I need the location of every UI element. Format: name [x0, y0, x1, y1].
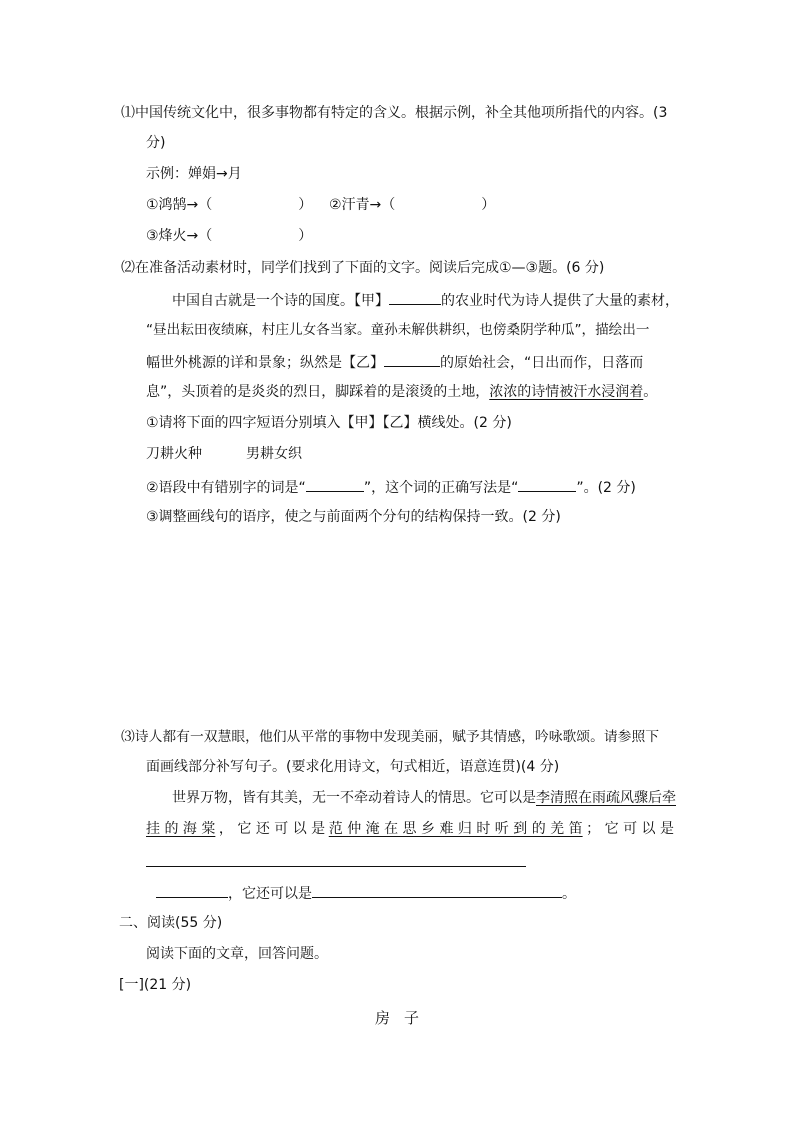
- q3-answer-line-1: [146, 866, 526, 867]
- q2-sub-3: ③调整画线句的语序，使之与前面两个分句的结构保持一致。(2 分): [146, 509, 561, 525]
- q3-stem: ⑶诗人都有一双慧眼，他们从平常的事物中发现美丽，赋予其情感，吟咏歌颂。请参照下: [121, 729, 660, 745]
- article-title: 房子: [375, 1009, 434, 1027]
- part-label: [一](21 分): [119, 977, 192, 993]
- q3-passage-line-2: 挂 的 海 棠 ， 它 还 可 以 是 范 仲 淹 在 思 乡 难 归 时 听 到 的 羌 笛 ； 它 可 以 是: [146, 821, 674, 837]
- q2-underlined-sentence: 浓浓的诗情被汗水浸润着: [489, 384, 644, 400]
- reading-instruction: 阅读下面的文章，回答问题。: [146, 946, 328, 962]
- q3-passage-line-1: 世界万物，皆有其美，无一不牵动着诗人的情思。它可以是李清照在雨疏风骤后牵: [172, 790, 676, 806]
- q3-example-underline-1: 李清照在雨疏风骤后牵: [536, 790, 676, 806]
- q1-item-3: ③烽火→（ ）: [146, 228, 313, 244]
- q2-stem: ⑵在准备活动素材时，同学们找到了下面的文字。阅读后完成①—③题。(6 分): [121, 260, 605, 276]
- q3-example-underline-3: 范 仲 淹 在 思 乡 难 归 时 听 到 的 羌 笛: [328, 821, 583, 837]
- q1-stem-cont: 分): [146, 135, 166, 151]
- q1-stem: ⑴中国传统文化中，很多事物都有特定的含义。根据示例，补全其他项所指代的内容。(3: [121, 105, 668, 121]
- q2-passage-line-4: 息”，头顶着的是炎炎的烈日，脚踩着的是滚烫的土地，浓浓的诗情被汗水浸润着。: [146, 384, 658, 400]
- section-heading: 二、阅读(55 分): [119, 915, 223, 931]
- q3-stem-cont: 面画线部分补写句子。(要求化用诗文，句式相近，语意连贯)(4 分): [146, 759, 560, 775]
- q3-example-underline-2: 挂 的 海 棠: [146, 821, 216, 837]
- q2-passage-line-3: 幅世外桃源的详和景象；纵然是【乙】 的原始社会，“日出而作，日落而: [146, 351, 643, 373]
- q1-example: 示例：婵娟→月: [146, 166, 242, 182]
- q2-passage-line-1: 中国自古就是一个诗的国度。【甲】 的农业时代为诗人提供了大量的素材，: [172, 289, 679, 311]
- q2-passage-line-2: “昼出耘田夜绩麻，村庄儿女各当家。童孙未解供耕织，也傍桑阴学种瓜”，描绘出一: [146, 322, 650, 338]
- q1-item-2: ②汗青→（ ）: [329, 197, 496, 213]
- q1-item-1: ①鸿鹄→（ ）: [146, 197, 313, 213]
- q2-sub-1: ①请将下面的四字短语分别填入【甲】【乙】横线处。(2 分): [146, 415, 512, 431]
- q2-phrase-2: 男耕女织: [246, 446, 302, 462]
- q2-phrase-1: 刀耕火种: [146, 446, 202, 462]
- q3-passage-line-3: ，它还可以是 。: [156, 882, 576, 904]
- q2-sub-2: ②语段中有错别字的词是“ ”，这个词的正确写法是“ ”。(2 分): [146, 476, 636, 498]
